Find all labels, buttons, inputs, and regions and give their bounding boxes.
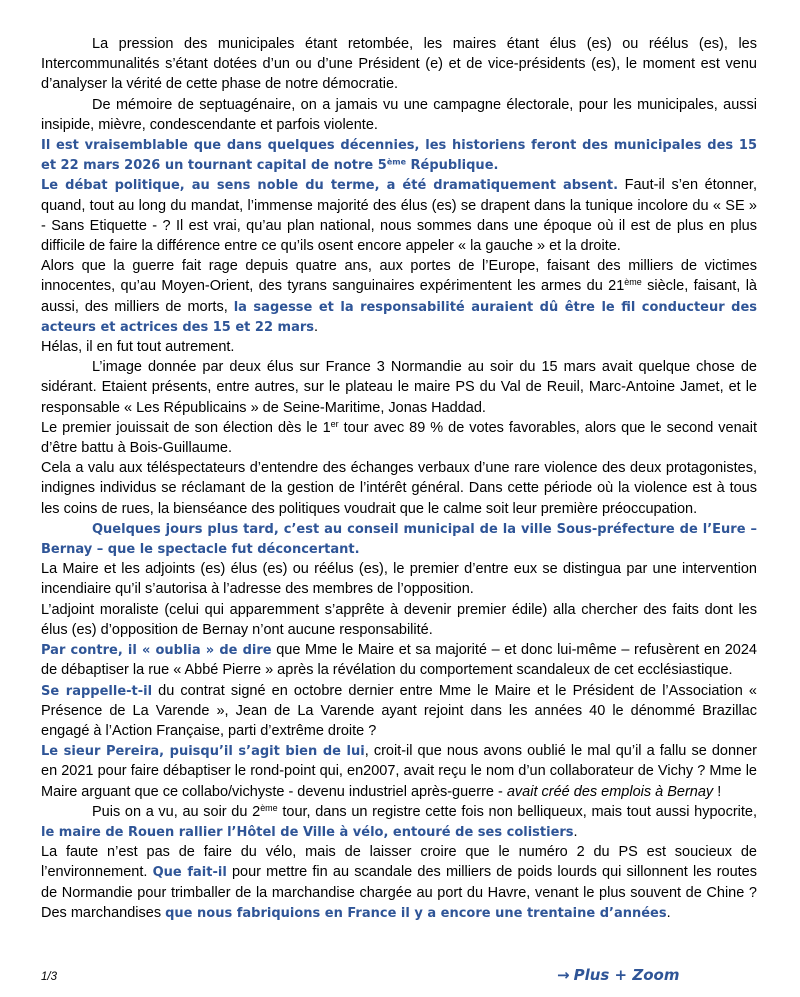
highlighted-text: que nous fabriquions en France il y a encore une trentaine d’années [165, 905, 667, 921]
text-run: Cela a valu aux téléspectateurs d’entendre des échanges verbaux d’une rare violence des deux protagonistes, indignes individus se réclamant de la gestion de l’intérêt général. Dans cette période où la violence est à tous les coins de rues, la bienséance des politiques voudrait que le calme soit leur première préoccupation. [41, 460, 757, 517]
paragraph [41, 418, 757, 458]
highlighted-text: Quelques jours plus tard, c’est au conseil municipal de la ville Sous-préfecture de l’Eure – Bernay – que le spectacle fut déconcertant. [41, 521, 757, 558]
text-run: , croit-il que nous avons oublié le mal qu’il a fallu se donner en 2021 pour faire débaptiser le rond-point qui, en2007, avait reçu le nom d’un collaborateur de Vichy ? Mme le Maire arguant que ce collabo/vichyste - devenu industriel après-guerre - [41, 743, 757, 800]
text-run: Le premier jouissait de son élection dès le 1 [41, 419, 331, 436]
text-run: Alors que la guerre fait rage depuis quatre ans, aux portes de l’Europe, faisant des milliers de victimes innocentes, qu’au Moyen-Orient, des tyrans sanguinaires expérimentent les armes du 21 [41, 258, 757, 295]
text-run: tour, dans un registre cette fois non belliqueux, mais tout aussi hypocrite, [277, 803, 757, 820]
superscript: er [330, 418, 339, 429]
text-run: siècle, faisant, là aussi, des milliers de morts, [41, 278, 757, 315]
italic-text: avait créé des emplois à Bernay [506, 783, 714, 800]
superscript: ème [386, 157, 406, 167]
highlighted-text: Le débat politique, au sens noble du terme, a été dramatiquement absent. [41, 178, 619, 194]
text-run: . [666, 904, 671, 921]
highlighted-text: République. [406, 158, 499, 174]
superscript: ème [260, 802, 278, 813]
link-label: Plus + Zoom [573, 966, 680, 984]
paragraph [41, 741, 757, 802]
paragraph [41, 519, 757, 559]
text-run: La Maire et les adjoints (es) élus (es) ou réélus (es), le premier d’entre eux se distingua par une intervention incendiaire qu’il s’autorisa à l’adresse des membres de l’opposition. [41, 561, 757, 598]
paragraph [41, 640, 757, 680]
article-body [41, 34, 757, 923]
paragraph [41, 175, 757, 256]
paragraph [41, 681, 757, 742]
text-run: Puis on a vu, au soir du 2 [92, 803, 261, 820]
paragraph [41, 357, 757, 418]
page-number: 1/3 [41, 971, 57, 983]
paragraph [41, 559, 757, 599]
paragraph [41, 135, 757, 175]
text-run: du contrat signé en octobre dernier entre Mme le Maire et le Président de l’Association « Présence de La Varende », Jean de La Varende ayant rejoint dans les années 40 le dénommé Brazillac engagé à l’Action Française, parti d’extrême droite ? [41, 682, 757, 739]
text-run: De mémoire de septuagénaire, on a jamais vu une campagne électorale, pour les municipales, aussi insipide, mièvre, condescendante et parfois violente. [41, 96, 757, 133]
highlighted-text: le maire de Rouen rallier l’Hôtel de Ville à vélo, entouré de ses colistiers [41, 824, 574, 840]
text-run: La pression des municipales étant retombée, les maires étant élus (es) ou réélus (es), les Intercommunalités s’étant dotées d’un ou d’une Président (e) et de vice-présidents (es), le moment est venu d’analyser la vérité de cette phase de notre démocratie. [41, 36, 757, 93]
paragraph [41, 34, 757, 95]
text-run: Hélas, il en fut tout autrement. [41, 339, 235, 356]
text-run: . [314, 318, 319, 335]
text-run: L’adjoint moraliste (celui qui apparemment s’apprête à devenir premier édile) alla chercher des faits dont les élus (es) d’opposition de Bernay n’ont aucune responsabilité. [41, 601, 757, 638]
text-run: Faut-il s’en étonner, quand, tout au long du mandat, l’immense majorité des élus (es) se drapent dans la tunique incolore du « SE » - Sans Etiquette - ? Il est vrai, qu’au plan national, nous sommes dans une époque où il est de plus en plus difficile de faire la différence entre ce qu’ils osent encore appeler « la gauche » et la droite. [41, 177, 757, 255]
text-run: pour mettre fin au scandale des milliers de poids lourds qui sillonnent les routes de Normandie pour trimballer de la marchandise chargée au port du Havre, venant le plus souvent de Chine ? Des marchandises [41, 864, 757, 921]
paragraph [41, 842, 757, 923]
text-run: L’image donnée par deux élus sur France 3 Normandie au soir du 15 mars avait quelque chose de sidérant. Etaient présents, entre autres, sur le plateau le maire PS du Val de Reuil, Marc-Antoine Jamet, et le responsable « Les Républicains » de Seine-Maritime, Jonas Haddad. [41, 359, 757, 416]
highlighted-text: Se rappelle-t-il [41, 683, 153, 699]
text-run: La faute n’est pas de faire du vélo, mais de laisser croire que le numéro 2 du PS est soucieux de l’environnement. [41, 844, 757, 881]
text-run: ! [713, 783, 722, 800]
highlighted-text: Il est vraisemblable que dans quelques décennies, les historiens feront des municipales des 15 et 22 mars 2026 un tournant capital de notre 5 [41, 138, 757, 174]
arrow-right-icon: → [557, 966, 570, 984]
highlighted-text: la sagesse et la responsabilité auraient dû être le fil conducteur des acteurs et actrices des 15 et 22 mars [41, 299, 757, 335]
paragraph [41, 95, 757, 135]
paragraph [41, 256, 757, 337]
text-run: . [573, 823, 578, 840]
paragraph [41, 802, 757, 842]
paragraph [41, 337, 757, 357]
paragraph [41, 600, 757, 640]
superscript: ème [624, 277, 642, 288]
highlighted-text: Le sieur Pereira, puisqu’il s’agit bien de lui [41, 744, 365, 760]
more-zoom-link[interactable] [557, 966, 679, 984]
text-run: tour avec 89 % de votes favorables, alors que le second venait d’être battu à Bois-Guillaume. [41, 419, 757, 457]
paragraph [41, 458, 757, 519]
highlighted-text: Par contre, il « oublia » de dire [41, 643, 272, 659]
highlighted-text: Que fait-il [152, 865, 227, 881]
text-run: que Mme le Maire et sa majorité – et donc lui-même – refusèrent en 2024 de débaptiser la rue « Abbé Pierre » après la révélation du comportement scandaleux de cet ecclésiastique. [41, 642, 757, 679]
